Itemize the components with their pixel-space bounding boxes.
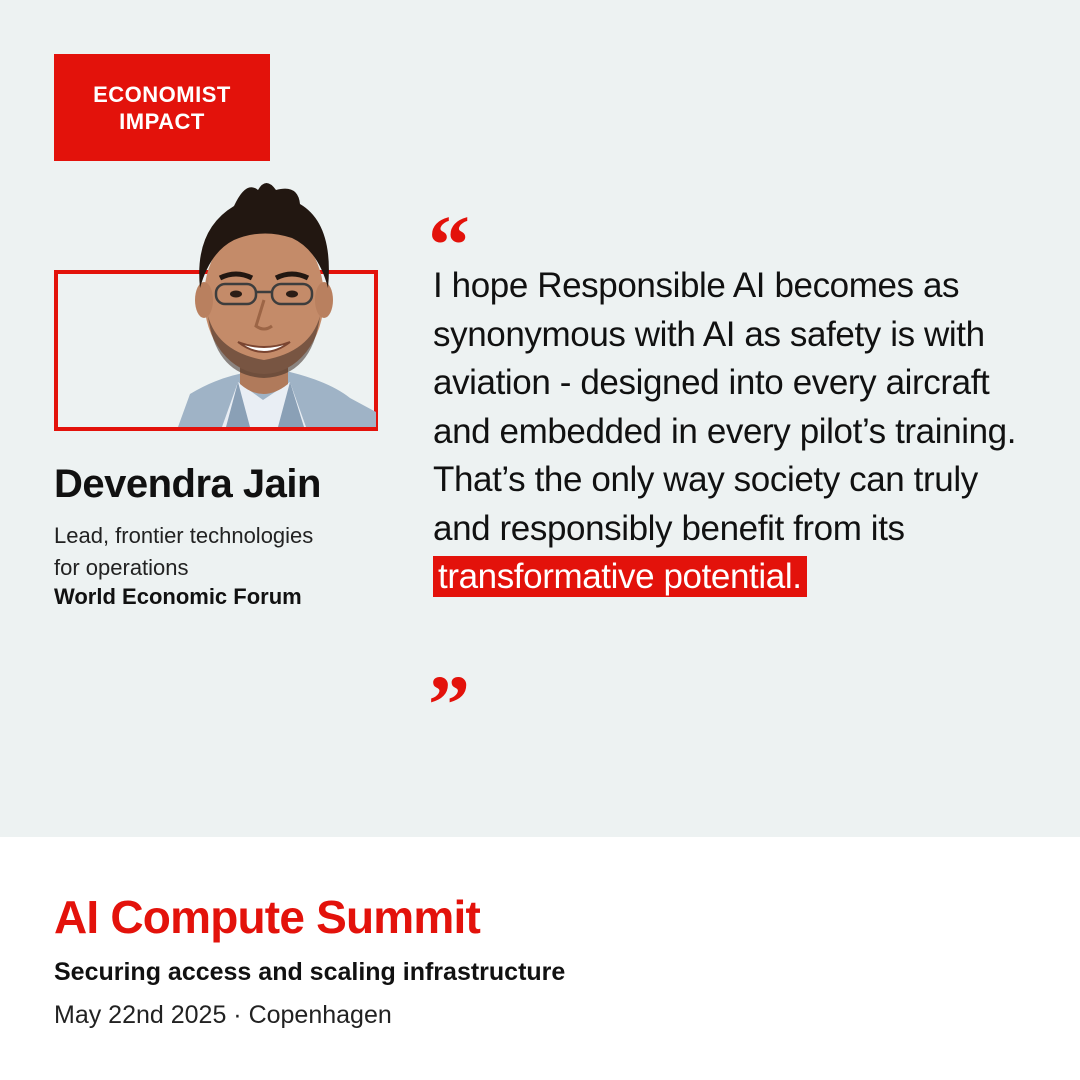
quote-highlight: transformative potential.	[433, 556, 807, 597]
speaker-name: Devendra Jain	[54, 462, 321, 506]
quote-body: I hope Responsible AI becomes as synonymous with AI as safety is with aviation - designed into every aircraft and embedded in every pilot’s training. That’s the only way society can truly and responsibly benefit from its	[433, 266, 1017, 548]
quote-text	[433, 262, 1033, 602]
logo-line-1: ECONOMIST	[93, 81, 231, 107]
economist-impact-logo	[54, 54, 270, 161]
open-quote-icon: “	[428, 199, 470, 292]
event-subtitle: Securing access and scaling infrastructure	[54, 958, 566, 986]
event-title: AI Compute Summit	[54, 891, 480, 943]
speaker-portrait	[150, 176, 376, 427]
logo-line-2: IMPACT	[119, 108, 205, 134]
speaker-role	[54, 520, 374, 584]
event-date-location: May 22nd 2025 · Copenhagen	[54, 1001, 392, 1029]
close-quote-icon: ”	[428, 659, 470, 752]
speaker-role-line-1: Lead, frontier technologies	[54, 523, 314, 548]
speaker-organization: World Economic Forum	[54, 584, 302, 609]
speaker-role-line-2: for operations	[54, 555, 189, 580]
